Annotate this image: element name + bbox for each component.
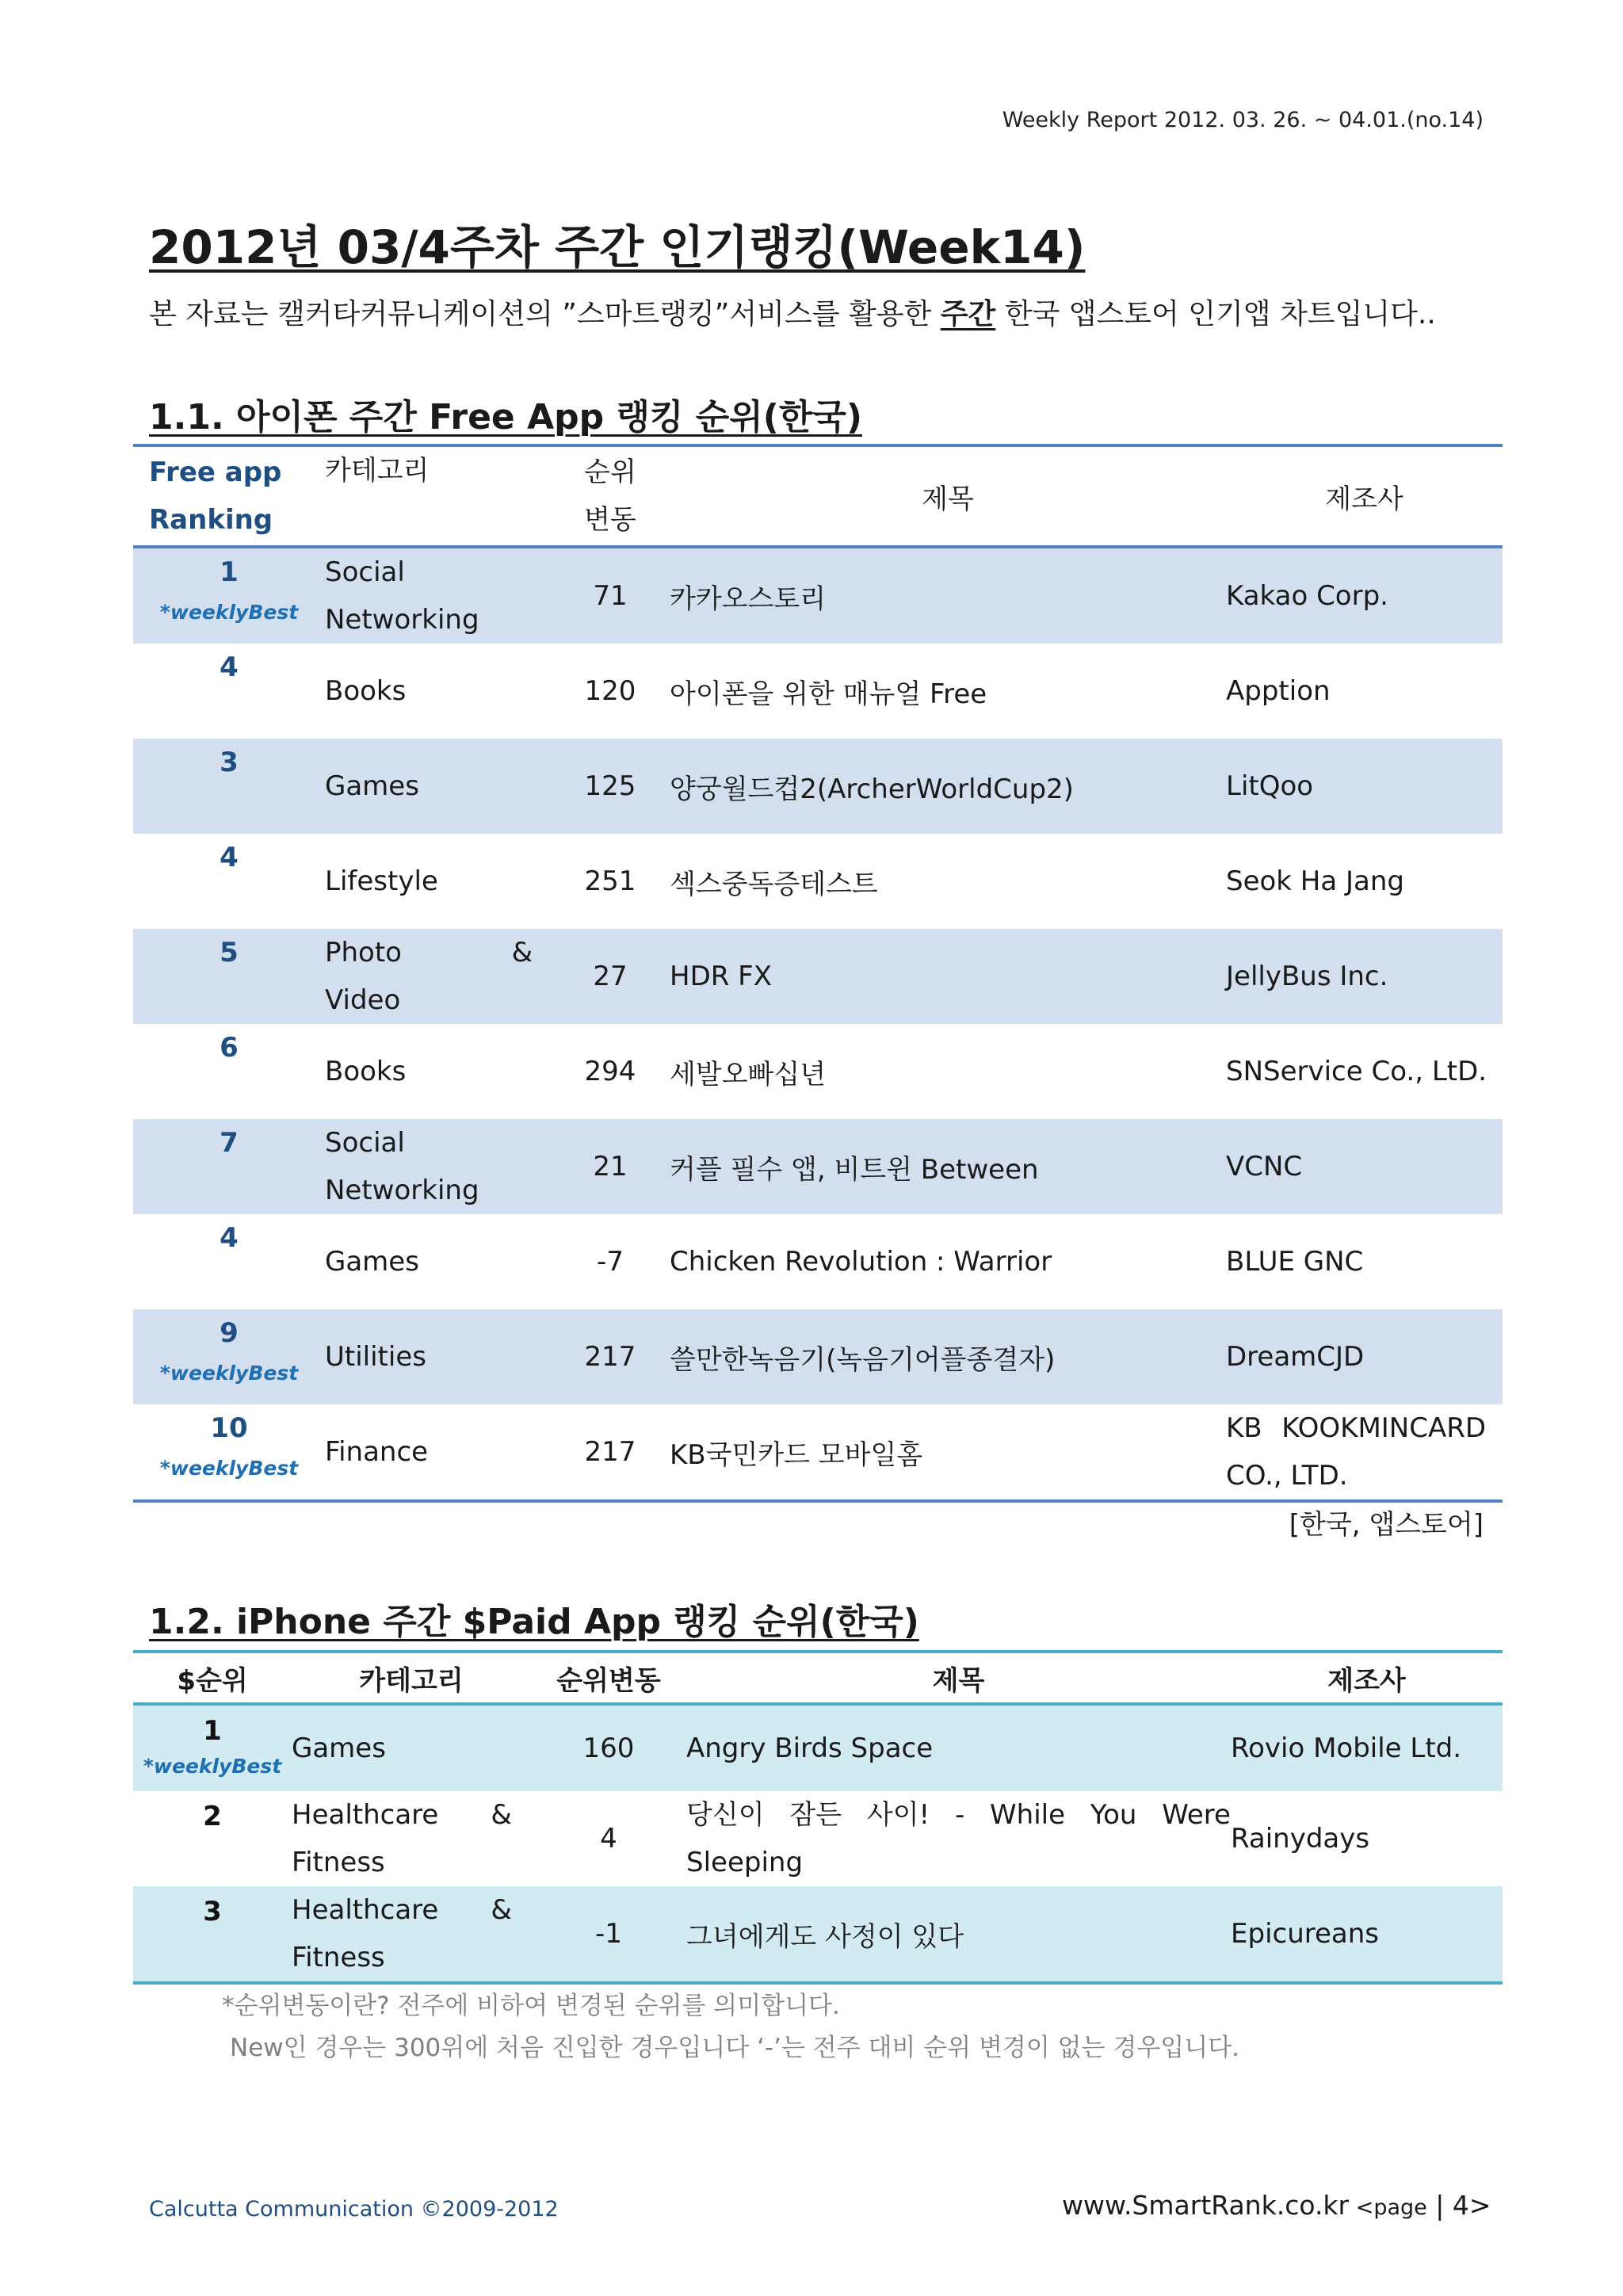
header-title: 제목 [686,1652,1231,1704]
title-cell: Chicken Revolution : Warrior [670,1246,1052,1278]
table-row [133,1886,1503,1983]
category-cell: Social Networking [325,556,479,636]
maker-cell: Seok Ha Jang [1226,865,1405,897]
title-cell: 섹스중독증테스트 [670,868,878,900]
weekly-best-badge: *weeklyBest [143,1755,282,1778]
table-header-row [133,1652,1503,1704]
table-header-row [133,445,1503,547]
header-change: 순위변동 [531,1652,686,1704]
rank-cell: 3 [203,1896,222,1927]
footer-page-number: 4> [1452,2190,1491,2221]
change-cell: 217 [584,1341,636,1373]
table-row [133,644,1503,739]
maker-cell: Rovio Mobile Ltd. [1231,1733,1462,1764]
source-label: [한국, 앱스토어] [1289,1509,1484,1541]
paid-app-ranking-table [133,1650,1503,1985]
rank-cell: 1 *weeklyBest [133,547,325,644]
maker-cell: BLUE GNC [1226,1246,1364,1278]
maker-cell: KB KOOKMINCARD CO., LTD. [1226,1412,1487,1492]
page-title: 2012년 03/4주차 주간 인기랭킹(Week14) [149,220,1086,274]
maker-cell: JellyBus Inc. [1226,961,1388,992]
intro-text [149,292,1436,332]
maker-cell: VCNC [1226,1151,1303,1182]
weekly-best-badge: *weeklyBest [159,601,299,624]
note-line-1: *순위변동이란? 전주에 비하여 변경된 순위를 의미합니다. [222,1992,840,2020]
rank-cell: 2 [203,1801,222,1832]
rank-cell: 6 [220,1032,239,1064]
change-cell: 125 [584,770,636,802]
header-category: 카테고리 [292,1652,531,1704]
report-header: Weekly Report 2012. 03. 26. ~ 04.01.(no.14) [1002,108,1484,132]
maker-cell: Apption [1226,675,1331,707]
title-cell: KB국민카드 모바일홈 [670,1438,923,1471]
change-cell: 4 [600,1823,617,1855]
category-cell: Games [325,1246,419,1278]
header-maker: 제조사 [1231,1652,1503,1704]
header-rank: $순위 [133,1652,292,1704]
category-cell: Lifestyle [325,865,438,897]
title-cell: 세발오빠십년 [670,1058,827,1091]
free-app-ranking-table [133,444,1503,1503]
change-cell: -1 [595,1918,622,1950]
category-cell: Healthcare & Fitness [292,1799,512,1878]
category-cell: Finance [325,1436,429,1468]
intro-bold: 주간 [940,298,996,330]
table-row [133,1791,1503,1886]
section-2-heading: 1.2. iPhone 주간 $Paid App 랭킹 순위(한국) [149,1602,919,1642]
rank-cell: 1 *weeklyBest [133,1704,292,1791]
title-cell: Angry Birds Space [686,1733,934,1764]
title-cell: 그녀에게도 사정이 있다 [686,1920,964,1953]
note-line-2: New인 경우는 300위에 처음 진입한 경우입니다 ‘-’는 전주 대비 순위 변경이 없는 경우입니다. [230,2034,1239,2062]
rank-cell: 4 [220,842,239,873]
category-cell: Games [292,1733,386,1764]
rank-cell: 5 [220,937,239,968]
footer-site: www.SmartRank.co.kr [1062,2190,1350,2221]
rank-cell: 9 *weeklyBest [133,1309,325,1404]
category-cell: Healthcare & Fitness [292,1894,512,1973]
footer-page-sep: | [1426,2190,1453,2221]
change-cell: 27 [593,961,628,992]
title-cell: 당신이 잠든 사이! - While You Were Sleeping [686,1799,1231,1878]
category-cell: Social Networking [325,1127,479,1206]
category-cell: Games [325,770,419,802]
title-cell: 양궁월드컵2(ArcherWorldCup2) [670,773,1074,805]
footer-page-info [1062,2190,1491,2221]
change-cell: 21 [593,1151,628,1182]
rank-cell: 3 [220,747,239,778]
table-row [133,1024,1503,1119]
title-cell: 커플 필수 앱, 비트윈 Between [670,1153,1039,1186]
rank-cell: 4 [220,1222,239,1254]
maker-cell: DreamCJD [1226,1341,1365,1373]
change-cell: 251 [584,865,636,897]
category-cell: Utilities [325,1341,426,1373]
rank-cell: 7 [220,1127,239,1159]
title-cell: 아이폰을 위한 매뉴얼 Free [670,678,987,710]
rank-cell: 4 [220,651,239,683]
header-maker: 제조사 [1226,445,1503,547]
change-cell: -7 [597,1246,624,1278]
table-row [133,739,1503,834]
rank-cell: 10 *weeklyBest [133,1404,325,1501]
maker-cell: SNService Co., LtD. [1226,1056,1487,1087]
footer-page-prefix: <page [1349,2195,1427,2220]
change-cell: 120 [584,675,636,707]
change-cell: 217 [584,1436,636,1468]
header-category: 카테고리 [325,445,551,547]
maker-cell: LitQoo [1226,770,1314,802]
title-cell: HDR FX [670,961,773,992]
weekly-best-badge: *weeklyBest [159,1457,299,1480]
maker-cell: Kakao Corp. [1226,580,1388,612]
footer-copyright: Calcutta Communication ©2009-2012 [149,2197,559,2222]
maker-cell: Rainydays [1231,1823,1370,1855]
table-row [133,547,1503,644]
intro-after: 한국 앱스토어 인기앱 차트입니다.. [995,298,1436,330]
table-row [133,929,1503,1024]
table-row [133,1704,1503,1791]
table-row [133,1404,1503,1501]
category-cell: Books [325,675,407,707]
weekly-best-badge: *weeklyBest [159,1362,299,1385]
header-title: 제목 [670,445,1226,547]
table-row [133,1119,1503,1214]
title-cell: 카카오스토리 [670,583,827,615]
intro-before: 본 자료는 캘커타커뮤니케이션의 ”스마트랭킹”서비스를 활용한 [149,298,941,330]
table-row [133,1214,1503,1309]
header-change: 순위 변동 [551,445,670,547]
change-cell: 160 [582,1733,635,1764]
maker-cell: Epicureans [1231,1918,1379,1950]
header-rank: Free app Ranking [133,445,325,547]
table-row [133,1309,1503,1404]
title-cell: 쓸만한녹음기(녹음기어플종결자) [670,1343,1056,1376]
category-cell: Books [325,1056,407,1087]
category-cell: Photo & Video [325,937,533,1016]
change-cell: 71 [593,580,628,612]
section-1-heading: 1.1. 아이폰 주간 Free App 랭킹 순위(한국) [149,397,863,437]
change-cell: 294 [584,1056,636,1087]
table-row [133,834,1503,929]
